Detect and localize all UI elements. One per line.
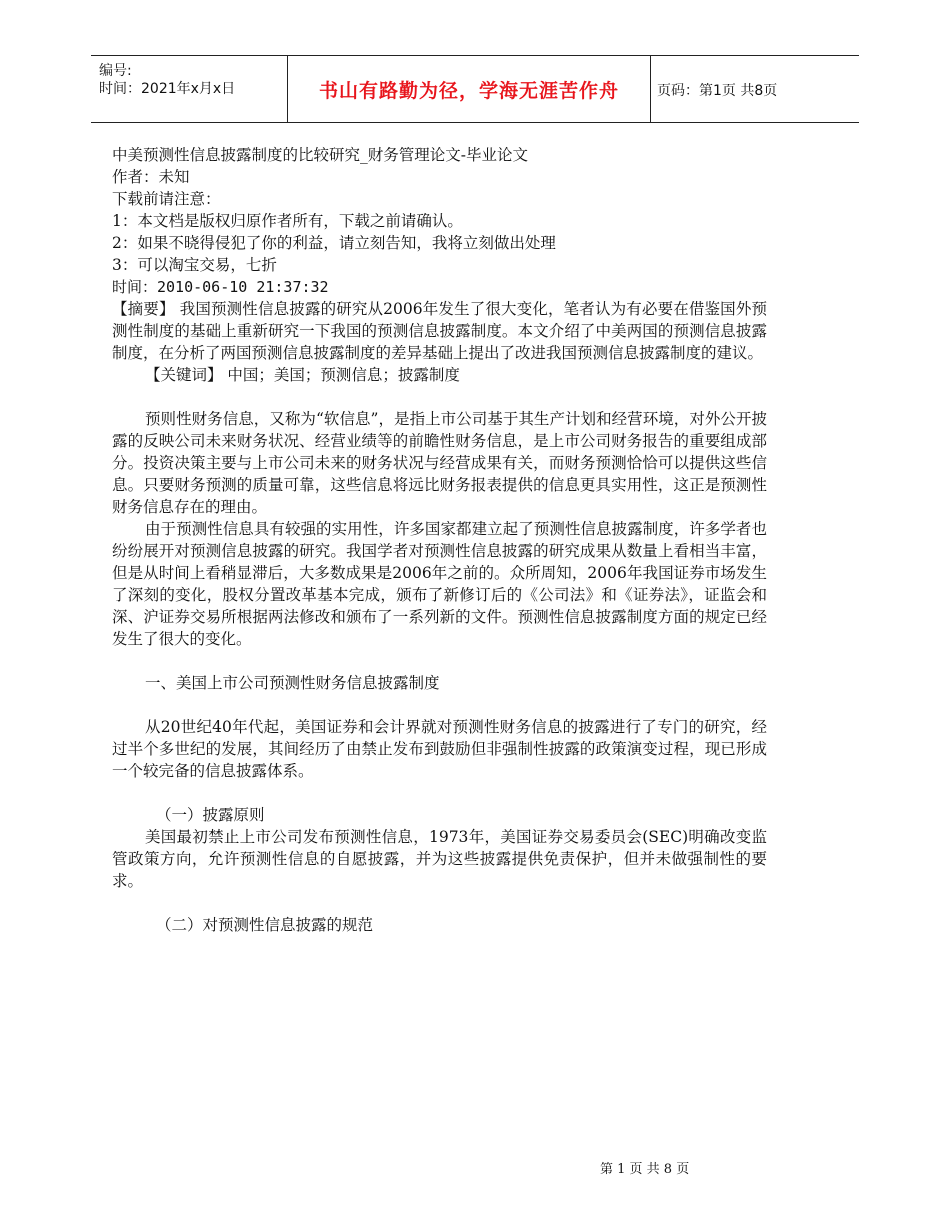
header-page-info: 页码：第1页 共8页 xyxy=(657,83,778,99)
subsection-heading: （二）对预测性信息披露的规范 xyxy=(156,916,374,934)
notice-item: 1：本文档是版权归原作者所有，下载之前请确认。 xyxy=(112,212,463,230)
document-author: 作者：未知 xyxy=(112,168,190,186)
keywords: 【关键词】 中国；美国；预测信息；披露制度 xyxy=(145,366,460,384)
section-paragraph: 从20世纪40年代起，美国证券和会计界就对预测性财务信息的披露进行了专门的研究，经过半个多世纪的发展，其间经历了由禁止发布到鼓励但非强制性披露的政策演变过程，现已形成一个较完备的信息披露体系。 xyxy=(112,718,767,780)
section-heading: 一、美国上市公司预测性财务信息披露制度 xyxy=(145,674,440,692)
subsection-paragraph: 美国最初禁止上市公司发布预测性信息，1973年，美国证券交易委员会(SEC)明确改变监管政策方向，允许预测性信息的自愿披露，并为这些披露提供免责保护，但并未做强制性的要求。 xyxy=(112,828,767,890)
subsection-heading: （一）披露原则 xyxy=(156,806,265,824)
document-time-label: 时间：2021年x月x日 xyxy=(99,81,236,97)
header-motto-cell xyxy=(287,56,651,122)
notice-item: 3：可以淘宝交易，七折 xyxy=(112,256,277,274)
abstract: 【摘要】 我国预测性信息披露的研究从2006年发生了很大变化，笔者认为有必要在借鉴国外预测性制度的基础上重新研究一下我国的预测信息披露制度。本文介绍了中美两国的预测信息披露制度，在分析了两国预测信息披露制度的差异基础上提出了改进我国预测信息披露制度的建议。 xyxy=(112,300,767,362)
document-title: 中美预测性信息披露制度的比较研究_财务管理论文-毕业论文 xyxy=(112,146,528,164)
header-motto: 书山有路勤为径，学海无涯苦作舟 xyxy=(318,79,619,102)
download-notice: 下载前请注意： xyxy=(112,190,221,208)
document-number-label: 编号: xyxy=(99,63,132,79)
document-time: 时间：2010-06-10 21:37:32 xyxy=(112,278,329,296)
page-footer: 第 1 页 共 8 页 xyxy=(600,1162,690,1177)
page-header xyxy=(91,55,859,123)
notice-item: 2：如果不晓得侵犯了你的利益，请立刻告知，我将立刻做出处理 xyxy=(112,234,556,252)
body-paragraph: 预则性财务信息，又称为“软信息”，是指上市公司基于其生产计划和经营环境，对外公开披露的反映公司未来财务状况、经营业绩等的前瞻性财务信息，是上市公司财务报告的重要组成部分。投资决策主要与上市公司未来的财务状况与经营成果有关，而财务预测恰恰可以提供这些信息。只要财务预测的质量可靠，这些信息将远比财务报表提供的信息更具实用性，这正是预测性财务信息存在的理由。 xyxy=(112,410,767,516)
body-paragraph: 由于预测性信息具有较强的实用性，许多国家都建立起了预测性信息披露制度，许多学者也纷纷展开对预测信息披露的研究。我国学者对预测性信息披露的研究成果从数量上看相当丰富，但是从时间上看稍显滞后，大多数成果是2006年之前的。众所周知，2006年我国证券市场发生了深刻的变化，股权分置改革基本完成，颁布了新修订后的《公司法》和《证券法》，证监会和深、沪证券交易所根据两法修改和颁布了一系列新的文件。预测性信息披露制度方面的规定已经发生了很大的变化。 xyxy=(112,520,767,648)
document-body xyxy=(112,144,767,936)
header-meta xyxy=(99,62,284,98)
